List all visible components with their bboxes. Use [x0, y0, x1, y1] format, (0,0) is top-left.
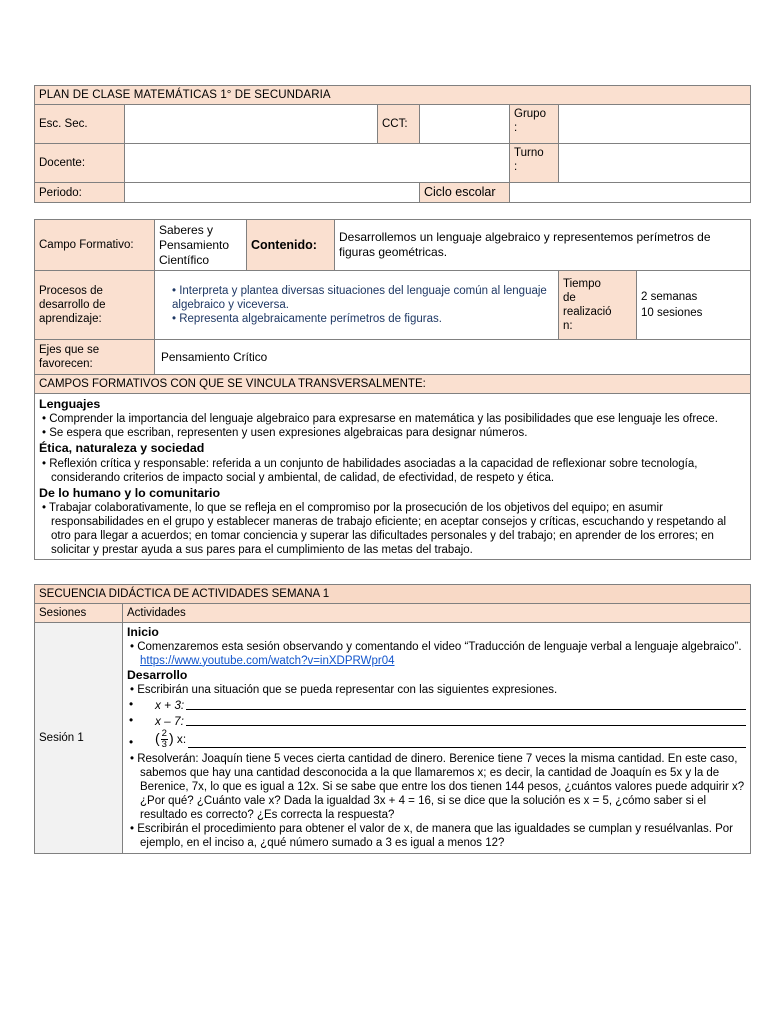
transversal-bullet: • Comprender la importancia del lenguaje algebraico para expresarse en matemática y las posibilidades que ese lenguaje les ofrece.	[42, 413, 718, 426]
list-item	[127, 730, 746, 750]
expression-label: • x – 7:	[155, 714, 184, 728]
transversal-bullet: • Se espera que escriban, representen y usen expresiones algebraicas para designar números.	[42, 427, 528, 440]
fraction	[161, 729, 168, 749]
table-row-transversal-body	[35, 394, 751, 560]
secuencia-table	[34, 584, 751, 854]
value-campo-formativo: Saberes y Pensamiento Científico	[155, 220, 247, 271]
desarrollo-intro: • Escribirán una situación que se pueda representar con las siguientes expresiones.	[130, 683, 558, 696]
answer-blank-line[interactable]	[188, 736, 746, 748]
field-docente[interactable]	[125, 144, 510, 183]
list-item	[127, 698, 746, 712]
label-contenido: Contenido:	[247, 220, 335, 271]
expression-label-fraction: • ( $\frac{2}{3}$ ) x:	[155, 728, 187, 750]
label-cct: CCT:	[378, 105, 420, 144]
label-ejes-favorecen: Ejes que se favorecen:	[35, 340, 155, 375]
label-campo-formativo: Campo Formativo:	[35, 220, 155, 271]
label-grupo: Grupo :	[510, 105, 559, 144]
escribiran-text: • Escribirán el procedimiento para obtener el valor de x, de manera que las igualdades se cumplan y resuélvanlas. Por ejemplo, en el inciso a, ¿qué número sumado a 3 es igual a menos 12?	[130, 823, 733, 850]
header-table	[34, 85, 751, 203]
resolveran-text: • Resolverán: Joaquín tiene 5 veces cierta cantidad de dinero. Berenice tiene 7 veces la misma cantidad. En este caso, sabemos que hay una cantidad desconocida a la que llamaremos x; es decir, la cantidad de Joaquín es 5x y la de Berenice, 7x, lo que es igual a 12x. Si se sabe que entre los dos tienen 144 pesos, ¿cuántos valores puede adquirir x? ¿Por qué? ¿Cuánto vale x? Dada la igualdad 3x + 4 = 16, si se dice que la solución es x = 5, ¿cómo saber si el resultado es correcto? ¿Es correcta la respuesta?	[130, 753, 745, 822]
field-grupo[interactable]	[559, 105, 751, 144]
field-turno[interactable]	[559, 144, 751, 183]
expression-list	[127, 698, 746, 751]
label-ciclo-escolar: Ciclo escolar	[420, 183, 510, 203]
transversal-heading: CAMPOS FORMATIVOS CON QUE SE VINCULA TRANSVERSALMENTE:	[35, 375, 751, 394]
info-table	[34, 219, 751, 560]
value-procesos-desarrollo	[155, 271, 559, 340]
youtube-link[interactable]: https://www.youtube.com/watch?v=inXDPRWpr04	[140, 654, 395, 667]
transversal-bullet: • Trabajar colaborativamente, lo que se refleja en el compromiso por la prosecución de los objetivos del equipo; en asumir responsabilidades en el grupo y establecer maneras de trabajo eficiente; en aceptar consejos y críticas, escuchando y respetando al otro para llegar a acuerdos; en tomar conciencia y superar las dificultades personales y del trabajo; en aprender de los errores; en solicitar y prestar ayuda a sus pares para el cumplimiento de las metas del trabajo.	[42, 501, 727, 556]
list-item	[127, 714, 746, 728]
page-title: PLAN DE CLASE MATEMÁTICAS 1° DE SECUNDARIA	[35, 86, 751, 105]
tiempo-semanas: 2 semanas	[641, 291, 698, 304]
field-cct[interactable]	[420, 105, 510, 144]
table-row-procesos	[35, 271, 751, 340]
label-esc-sec: Esc. Sec.	[35, 105, 125, 144]
value-ejes-favorecen: Pensamiento Crítico	[155, 340, 751, 375]
table-row-campo-formativo	[35, 220, 751, 271]
spacer	[34, 560, 750, 584]
table-row-ejes	[35, 340, 751, 375]
value-tiempo-realizacion	[637, 271, 751, 340]
transversal-section-title: Ética, naturaleza y sociedad	[39, 441, 205, 456]
label-docente: Docente:	[35, 144, 125, 183]
inicio-title: Inicio	[127, 624, 159, 639]
value-contenido: Desarrollemos un lenguaje algebraico y representemos perímetros de figuras geométricas.	[335, 220, 751, 271]
table-row-secuencia-headers	[35, 603, 751, 622]
tiempo-sesiones: 10 sesiones	[641, 307, 703, 320]
fraction-suffix: x:	[176, 732, 187, 747]
column-header-sesiones: Sesiones	[35, 603, 123, 622]
transversal-section-title: De lo humano y lo comunitario	[39, 485, 221, 500]
actividades-cell	[123, 622, 751, 853]
fraction-denominator: 3	[161, 738, 167, 750]
sesion-label: Sesión 1	[35, 622, 123, 853]
field-esc-sec[interactable]	[125, 105, 378, 144]
table-row-sesion-1	[35, 622, 751, 853]
table-row-transversal-heading	[35, 375, 751, 394]
column-header-actividades: Actividades	[123, 603, 751, 622]
spacer	[34, 203, 750, 219]
transversal-body	[35, 394, 751, 560]
inicio-text	[127, 640, 746, 668]
transversal-section-title: Lenguajes	[39, 397, 101, 412]
transversal-bullet: • Reflexión crítica y responsable: referida a un conjunto de habilidades asociadas a la capacidad de reflexionar sobre tecnología, considerando criterios de impacto social y ambiental, de calidad, de efectividad, de respeto y ética.	[42, 457, 698, 484]
inicio-text-body: • Comenzaremos esta sesión observando y comentando el video “Traducción de lenguaje verbal a lenguaje algebraico”.	[130, 640, 742, 653]
label-periodo: Periodo:	[35, 183, 125, 203]
answer-blank-line[interactable]	[186, 714, 746, 726]
field-periodo[interactable]	[125, 183, 420, 203]
label-procesos-desarrollo: Procesos de desarrollo de aprendizaje:	[35, 271, 155, 340]
proceso-item: • Representa algebraicamente perímetros de figuras.	[172, 313, 442, 326]
table-row-title	[35, 86, 751, 105]
table-row-periodo	[35, 183, 751, 203]
table-row-secuencia-title	[35, 584, 751, 603]
label-tiempo-realizacion: Tiempo de realizació n:	[559, 271, 637, 340]
field-ciclo-escolar[interactable]	[510, 183, 751, 203]
fraction-numerator: 2	[161, 728, 167, 740]
secuencia-title: SECUENCIA DIDÁCTICA DE ACTIVIDADES SEMANA 1	[35, 584, 751, 603]
answer-blank-line[interactable]	[186, 698, 746, 710]
table-row-escuela	[35, 105, 751, 144]
expression-label: • x + 3:	[155, 697, 185, 712]
table-row-docente	[35, 144, 751, 183]
proceso-item: • Interpreta y plantea diversas situaciones del lenguaje común al lenguaje algebraico y viceversa.	[172, 285, 547, 312]
label-turno: Turno :	[510, 144, 559, 183]
desarrollo-title: Desarrollo	[127, 667, 188, 682]
